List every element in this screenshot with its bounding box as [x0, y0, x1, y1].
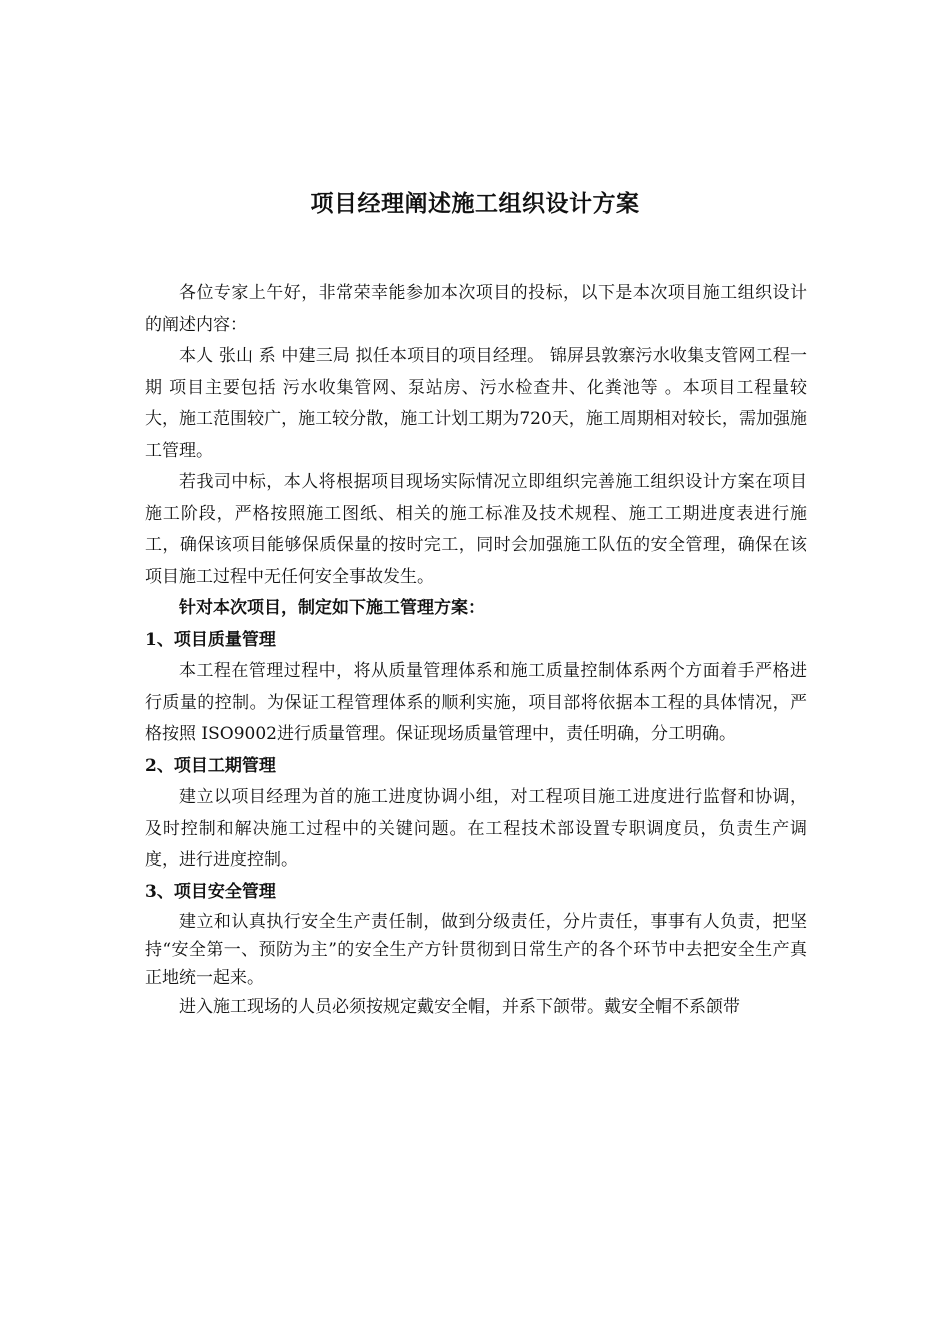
commitment-paragraph: 若我司中标，本人将根据项目现场实际情况立即组织完善施工组织设计方案在项目施工阶段，严格按照施工图纸、相关的施工标准及技术规程、施工工期进度表进行施工，确保该项目能够保质保量的按时完工，同时会加强施工队伍的安全管理，确保在该项目施工过程中无任何安全事故发生。	[145, 472, 807, 587]
section-heading-safety: 3、项目安全管理	[145, 881, 276, 902]
section-text-quality: 本工程在管理过程中，将从质量管理体系和施工质量控制体系两个方面着手严格进行质量的控制。为保证工程管理体系的顺利实施，项目部将依据本工程的具体情况，严格按照 ISO9002进行质量管理。保证现场质量管理中，责任明确，分工明确。	[145, 661, 807, 744]
section-text-safety: 建立和认真执行安全生产责任制，做到分级责任，分片责任，事事有人负责，把坚持“安全第一、预防为主”的安全生产方针贯彻到日常生产的各个环节中去把安全生产真正地统一起来。	[145, 912, 807, 988]
intro-paragraph: 各位专家上午好，非常荣幸能参加本次项目的投标，以下是本次项目施工组织设计的阐述内容：	[145, 283, 807, 335]
section-text-schedule: 建立以项目经理为首的施工进度协调小组，对工程项目施工进度进行监督和协调，及时控制和解决施工过程中的关键问题。在工程技术部设置专职调度员，负责生产调度，进行进度控制。	[145, 787, 807, 870]
plan-lead: 针对本次项目，制定如下施工管理方案：	[179, 598, 485, 618]
section-heading-quality: 1、项目质量管理	[145, 629, 276, 650]
manager-paragraph: 本人 张山 系 中建三局 拟任本项目的项目经理。 锦屏县敦寨污水收集支管网工程一期 项目主要包括 污水收集管网、泵站房、污水检查井、化粪池等 。本项目工程量较大，施工范围较广，施工较分散，施工计划工期为720天，施工周期相对较长，需加强施工管理。	[145, 346, 807, 461]
document-title: 项目经理阐述施工组织设计方案	[310, 190, 640, 217]
document-body	[145, 278, 807, 1024]
section-heading-schedule: 2、项目工期管理	[145, 755, 276, 776]
section-text-safety-helmet: 进入施工现场的人员必须按规定戴安全帽，并系下颌带。戴安全帽不系颌带	[179, 997, 740, 1017]
